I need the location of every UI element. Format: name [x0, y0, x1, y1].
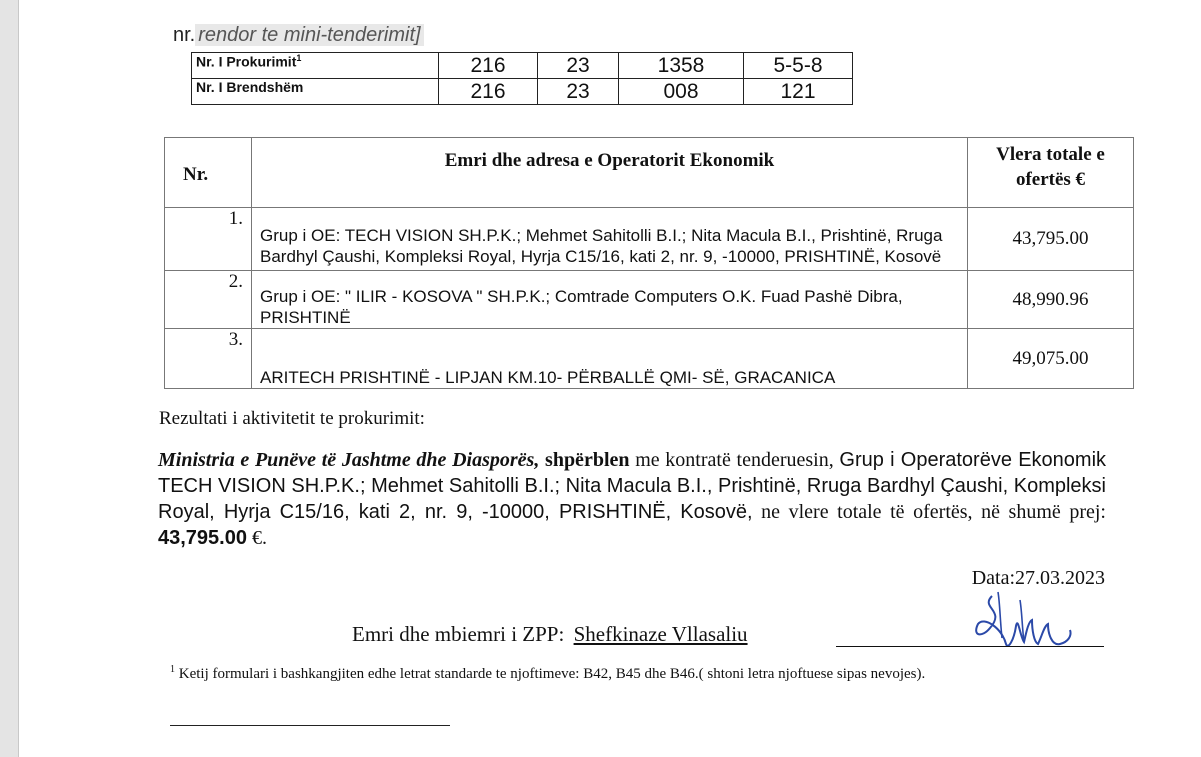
award-paragraph — [158, 447, 1106, 551]
internal-number-part: 216 — [439, 79, 538, 105]
page-margin-divider — [18, 0, 19, 757]
row-number: 1. — [165, 208, 252, 271]
page-margin-bar — [0, 0, 18, 757]
column-header-nr: Nr. — [165, 138, 252, 208]
procurement-number-part: 23 — [538, 53, 619, 79]
internal-number-part: 008 — [619, 79, 744, 105]
row-number: 3. — [165, 329, 252, 389]
award-value-text: ne vlere totale të ofertës, në shumë prej: — [761, 501, 1106, 523]
procurement-number-part: 216 — [439, 53, 538, 79]
award-contract-text: me kontratë tenderuesin, — [635, 449, 834, 471]
signature-line — [836, 646, 1104, 647]
column-header-operator: Emri dhe adresa e Operatorit Ekonomik — [252, 138, 968, 208]
reference-heading — [173, 24, 424, 47]
award-verb: shpërblen — [545, 449, 630, 471]
award-currency: €. — [251, 527, 267, 549]
internal-number-row — [192, 79, 853, 105]
procurement-ids-table — [191, 52, 853, 105]
handwritten-signature — [962, 586, 1078, 658]
offer-value: 43,795.00 — [968, 208, 1134, 271]
table-row — [165, 208, 1134, 271]
result-label: Rezultati i aktivitetit te prokurimit: — [159, 408, 425, 429]
footnote-text: Ketij formulari i bashkangjiten edhe letrat standarde te njoftimeve: B42, B45 dhe B46.( shtoni letra njoftuese sipas nevojes). — [178, 666, 926, 682]
reference-highlight: rendor te mini-tenderimit] — [195, 24, 423, 46]
procurement-number-part: 5-5-8 — [744, 53, 853, 79]
offers-header-row — [165, 138, 1134, 208]
document-date: Data:27.03.2023 — [971, 567, 1105, 589]
winner-details: Grup i Operatorëve Ekonomik TECH VISION SH.P.K.; Mehmet Sahitolli B.I.; Nita Macula B.I., Prishtinë, Rruga Bardhyl Çaushi, Kompleksi Royal, Hyrja C15/16, kati 2, nr. 9, -10000, PRISHTINË, Kosovë, — [158, 449, 1107, 523]
footnote-rule — [170, 725, 450, 726]
procurement-number-part: 1358 — [619, 53, 744, 79]
footnote-marker: 1 — [170, 664, 175, 675]
reference-prefix: nr. — [173, 24, 196, 46]
procurement-number-row — [192, 53, 853, 79]
signatory-name: Shefkinaze Vllasaliu — [573, 622, 748, 646]
footnote — [170, 660, 1090, 684]
offer-value: 48,990.96 — [968, 271, 1134, 329]
table-row — [165, 271, 1134, 329]
offer-value: 49,075.00 — [968, 329, 1134, 389]
internal-number-part: 121 — [744, 79, 853, 105]
row-number: 2. — [165, 271, 252, 329]
operator-name-address: Grup i OE: " ILIR - KOSOVA " SH.P.K.; Comtrade Computers O.K. Fuad Pashë Dibra, PRISHTINË — [252, 271, 968, 329]
procurement-number-label: Nr. I Prokurimit$^1$ — [192, 53, 439, 79]
column-header-total-value: Vlera totale e ofertës € — [968, 138, 1134, 208]
ministry-name: Ministria e Punëve të Jashtme dhe Diasporës, — [158, 449, 540, 471]
operator-name-address: ARITECH PRISHTINË - LIPJAN KM.10- PËRBALLË QMI- SË, GRACANICA — [252, 329, 968, 389]
signatory-label: Emri dhe mbiemri i ZPP: — [352, 622, 565, 646]
award-amount: 43,795.00 — [158, 527, 247, 549]
internal-number-part: 23 — [538, 79, 619, 105]
operator-name-address: Grup i OE: TECH VISION SH.P.K.; Mehmet Sahitolli B.I.; Nita Macula B.I., Prishtinë, Rruga Bardhyl Çaushi, Kompleksi Royal, Hyrja C15/16, kati 2, nr. 9, -10000, PRISHTINË, Kosovë — [252, 208, 968, 271]
table-row — [165, 329, 1134, 389]
internal-number-label: Nr. I Brendshëm — [192, 79, 439, 105]
signatory-line — [352, 622, 748, 647]
offers-table — [164, 137, 1134, 389]
